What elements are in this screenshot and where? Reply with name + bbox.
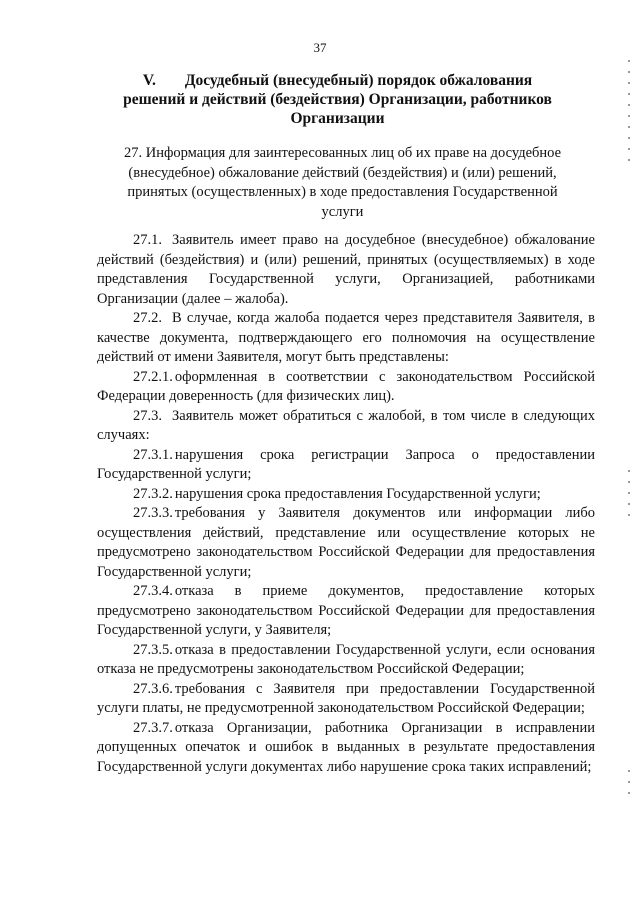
paragraph-number: 27.3.4. — [133, 583, 173, 599]
paragraph-number: 27.3.1. — [133, 446, 173, 463]
paragraph-number: 27.3.6. — [133, 680, 173, 697]
paragraph-text: Заявитель может обратиться с жалобой, в том числе в следующих случаях: — [97, 407, 595, 443]
section-title-line-1: V. Досудебный (внесудебный) порядок обжалования — [142, 72, 533, 89]
paragraph-text: отказа в приеме документов, предоставление которых предусмотрено законодательством Российской Федерации для предоставления Государственной услуги, у Заявителя; — [97, 583, 595, 638]
paragraph-27-3-1 — [97, 446, 595, 485]
body-text — [97, 231, 595, 777]
paragraph-text: нарушения срока регистрации Запроса о предоставлении Государственной услуги; — [97, 446, 595, 482]
paragraph-number: 27.1. — [133, 232, 162, 248]
section-title — [100, 71, 575, 128]
subsection-title-line-3: принятых (осуществленных) в ходе предоставления Государственной — [127, 184, 558, 200]
paragraph-text: нарушения срока предоставления Государственной услуги; — [174, 485, 541, 502]
paragraph-27-3-3 — [97, 504, 595, 582]
paragraph-number: 27.3.5. — [133, 641, 173, 658]
paragraph-27-3-7 — [97, 719, 595, 778]
paragraph-number: 27.2. — [133, 310, 162, 326]
paragraph-27-3-4 — [97, 582, 595, 641]
paragraph-number: 27.3.7. — [133, 719, 173, 736]
scan-margin-marks-bottom — [628, 770, 632, 803]
section-number: V. — [142, 72, 156, 89]
paragraph-27-1 — [97, 231, 595, 309]
paragraph-text: Заявитель имеет право на досудебное (внесудебное) обжалование действий (бездействия) и (или) решений, принятых (осуществляемых) в ходе представления Государственной услуги, Организацией, работниками Организации (далее – жалоба). — [97, 232, 595, 307]
paragraph-27-3-6 — [97, 680, 595, 719]
paragraph-text: требования с Заявителя при предоставлении Государственной услуги платы, не предусмотренной законодательством Российской Федерации; — [97, 680, 595, 716]
paragraph-text: отказа Организации, работника Организации в исправлении допущенных опечаток и ошибок в выданных в результате предоставления Государственной услуги документах либо нарушение срока таких исправлений; — [97, 719, 595, 775]
paragraph-text: требования у Заявителя документов или информации либо осуществления действий, представление или осуществление которых не предусмотрено законодательством Российской Федерации для предоставления Государственной услуги; — [97, 505, 595, 580]
section-title-line-2: решений и действий (бездействия) Организации, работников — [123, 91, 552, 108]
paragraph-number: 27.3. — [133, 407, 162, 424]
paragraph-number: 27.3.2. — [133, 485, 173, 502]
scan-margin-marks-middle — [628, 470, 632, 525]
paragraph-27-3-2 — [97, 485, 595, 505]
paragraph-number: 27.2.1. — [133, 368, 173, 385]
subsection-title-line-2: (внесудебное) обжалование действий (бездействия) и (или) решений, — [128, 164, 557, 181]
paragraph-27-2 — [97, 309, 595, 368]
paragraph-27-3-5 — [97, 641, 595, 680]
subsection-title — [110, 144, 575, 222]
paragraph-text: оформленная в соответствии с законодательством Российской Федерации доверенность (для физических лиц). — [97, 368, 595, 404]
paragraph-number: 27.3.3. — [133, 505, 173, 521]
section-title-line-3: Организации — [290, 110, 385, 127]
paragraph-text: В случае, когда жалоба подается через представителя Заявителя, в качестве документа, подтверждающего его полномочия на осуществление действий от имени Заявителя, могут быть представлены: — [97, 310, 595, 365]
subsection-title-line-4: услуги — [321, 203, 364, 220]
paragraph-27-2-1 — [97, 368, 595, 407]
paragraph-27-3 — [97, 407, 595, 446]
scan-margin-marks-top — [628, 60, 632, 170]
paragraph-text: отказа в предоставлении Государственной услуги, если основания отказа не предусмотрены законодательством Российской Федерации; — [97, 641, 595, 677]
subsection-title-line-1: 27. Информация для заинтересованных лиц об их праве на досудебное — [123, 145, 562, 161]
page-number: 37 — [313, 40, 327, 55]
